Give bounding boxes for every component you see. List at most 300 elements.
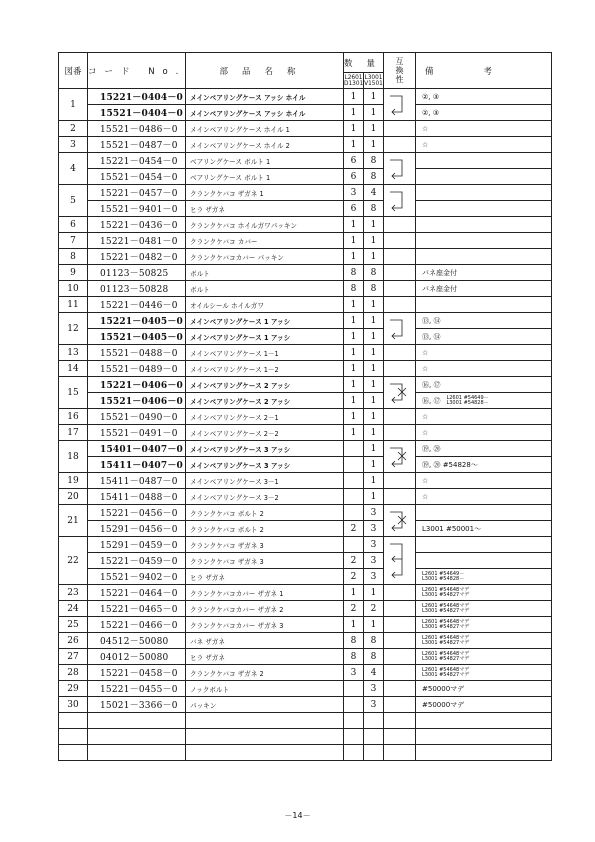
code-cell: 15221－0458－0 bbox=[88, 665, 186, 681]
part-name-cell: メインベアリングケース 3－1 bbox=[186, 473, 344, 489]
empty-row bbox=[59, 745, 552, 761]
remarks-cell bbox=[416, 201, 552, 217]
empty-cell bbox=[344, 745, 364, 761]
table-row bbox=[59, 153, 552, 169]
table-row bbox=[59, 217, 552, 233]
qty-cell bbox=[344, 681, 364, 697]
header-code: コード No. bbox=[88, 53, 186, 89]
qty-cell: 2 bbox=[344, 569, 364, 585]
code-cell: 15521－9402－0 bbox=[88, 569, 186, 585]
table-row bbox=[59, 585, 552, 601]
empty-cell bbox=[416, 713, 552, 729]
code-cell: 15401－0407－0 bbox=[88, 441, 186, 457]
remarks-text: ☆ bbox=[422, 140, 429, 149]
part-name-cell: クランクケバコ カバー bbox=[186, 233, 344, 249]
interchange-cross-arrow-icon bbox=[384, 377, 414, 407]
serial-note: L2601 #54649－ bbox=[446, 394, 489, 401]
fig-no-cell: 28 bbox=[59, 665, 88, 681]
header-part-name: 部品名称 bbox=[186, 53, 344, 89]
table-row bbox=[59, 361, 552, 377]
qty-cell: 8 bbox=[344, 633, 364, 649]
remarks-cell bbox=[416, 345, 552, 361]
qty-cell: 3 bbox=[364, 697, 384, 713]
fig-no-cell: 5 bbox=[59, 185, 88, 217]
qty-cell: 3 bbox=[344, 665, 364, 681]
qty-cell bbox=[344, 473, 364, 489]
table-row bbox=[59, 233, 552, 249]
qty-cell bbox=[344, 697, 364, 713]
qty-cell: 4 bbox=[364, 665, 384, 681]
table-row bbox=[59, 537, 552, 553]
empty-cell bbox=[416, 745, 552, 761]
interchange-cell bbox=[384, 153, 416, 185]
qty-col-d1301: D1301 bbox=[344, 80, 364, 87]
qty-cell: 1 bbox=[364, 441, 384, 457]
interchange-cell bbox=[384, 249, 416, 265]
fig-no-cell: 1 bbox=[59, 89, 88, 121]
empty-cell bbox=[186, 745, 344, 761]
code-cell: 15221－0465－0 bbox=[88, 601, 186, 617]
interchange-cell bbox=[384, 345, 416, 361]
code-cell: 15221－0446－0 bbox=[88, 297, 186, 313]
qty-col-l3001: L3001 bbox=[364, 74, 383, 81]
code-cell: 15021－3366－0 bbox=[88, 697, 186, 713]
interchange-cell bbox=[384, 681, 416, 697]
fig-no-cell: 30 bbox=[59, 697, 88, 713]
code-cell: 15521－0486－0 bbox=[88, 121, 186, 137]
code-cell: 15521－0404－0 bbox=[88, 105, 186, 121]
serial-note: L2601 #54648マデ bbox=[422, 602, 470, 609]
qty-cell: 1 bbox=[364, 313, 384, 329]
header-fig-no: 図番 bbox=[59, 53, 88, 89]
fig-no-cell: 15 bbox=[59, 377, 88, 409]
interchange-cell bbox=[384, 361, 416, 377]
fig-no-cell: 7 bbox=[59, 233, 88, 249]
fig-no-cell: 20 bbox=[59, 489, 88, 505]
interchange-cross-arrow-icon bbox=[384, 441, 414, 471]
table-row bbox=[59, 201, 552, 217]
remarks-cell bbox=[416, 697, 552, 713]
empty-cell bbox=[364, 745, 384, 761]
table-row bbox=[59, 473, 552, 489]
qty-cell: 1 bbox=[364, 329, 384, 345]
header-qty-col-1 bbox=[344, 73, 364, 89]
qty-cell: 1 bbox=[344, 89, 364, 105]
qty-cell: 1 bbox=[364, 377, 384, 393]
fig-no-cell: 2 bbox=[59, 121, 88, 137]
qty-cell: 2 bbox=[344, 601, 364, 617]
code-cell: 15221－0404－0 bbox=[88, 89, 186, 105]
remarks-cell bbox=[416, 377, 552, 393]
table-row bbox=[59, 649, 552, 665]
serial-note: L3001 #54827マデ bbox=[422, 671, 470, 678]
remarks-cell bbox=[416, 137, 552, 153]
remarks-cell bbox=[416, 601, 552, 617]
parts-list-sheet bbox=[58, 52, 551, 761]
table-row bbox=[59, 345, 552, 361]
qty-cell: 1 bbox=[364, 457, 384, 473]
empty-cell bbox=[59, 729, 88, 745]
serial-note: L2601 #54648マデ bbox=[422, 666, 470, 673]
interchange-cell bbox=[384, 425, 416, 441]
fig-no-cell: 11 bbox=[59, 297, 88, 313]
code-cell: 15521－0491－0 bbox=[88, 425, 186, 441]
part-name-cell: クランクケバコ ザガネ 2 bbox=[186, 665, 344, 681]
empty-cell bbox=[384, 713, 416, 729]
qty-cell bbox=[344, 457, 364, 473]
interchange-cell bbox=[384, 281, 416, 297]
qty-cell: 8 bbox=[364, 153, 384, 169]
fig-no-cell: 9 bbox=[59, 265, 88, 281]
table-row bbox=[59, 697, 552, 713]
interchange-cell bbox=[384, 137, 416, 153]
interchange-arrow-icon bbox=[384, 313, 414, 343]
fig-no-cell: 12 bbox=[59, 313, 88, 345]
remarks-text: ⑲, ⑳ #54828～ bbox=[422, 460, 478, 469]
code-cell: 15411－0488－0 bbox=[88, 489, 186, 505]
code-cell: 15221－0405－0 bbox=[88, 313, 186, 329]
code-cell: 15221－0456－0 bbox=[88, 505, 186, 521]
serial-note: L2601 #54648マデ bbox=[422, 634, 470, 641]
interchange-cell bbox=[384, 537, 416, 585]
remarks-cell bbox=[416, 649, 552, 665]
table-row bbox=[59, 617, 552, 633]
interchange-arrow-icon bbox=[384, 537, 414, 582]
remarks-cell bbox=[416, 681, 552, 697]
qty-cell: 1 bbox=[364, 585, 384, 601]
qty-cell: 3 bbox=[364, 505, 384, 521]
part-name-cell: メインベアリングケース ホイル 1 bbox=[186, 121, 344, 137]
serial-note: L3001 #54827マデ bbox=[422, 607, 470, 614]
empty-cell bbox=[59, 745, 88, 761]
empty-row bbox=[59, 713, 552, 729]
interchange-cell bbox=[384, 217, 416, 233]
interchange-cell bbox=[384, 601, 416, 617]
part-name-cell: メインベアリングケース 1－2 bbox=[186, 361, 344, 377]
qty-cell: 1 bbox=[344, 313, 364, 329]
part-name-cell: クランクケバコカバー ザガネ 1 bbox=[186, 585, 344, 601]
remarks-cell bbox=[416, 121, 552, 137]
interchange-cell bbox=[384, 121, 416, 137]
remarks-cell bbox=[416, 585, 552, 601]
qty-cell: 1 bbox=[344, 233, 364, 249]
fig-no-cell: 29 bbox=[59, 681, 88, 697]
remarks-cell bbox=[416, 297, 552, 313]
remarks-cell bbox=[416, 617, 552, 633]
empty-cell bbox=[384, 745, 416, 761]
code-cell: 15521－0406－0 bbox=[88, 393, 186, 409]
interchange-cell bbox=[384, 697, 416, 713]
serial-note: L2601 #54648マデ bbox=[422, 650, 470, 657]
remarks-cell bbox=[416, 393, 552, 409]
code-cell: 15521－0454－0 bbox=[88, 169, 186, 185]
interchange-arrow-icon bbox=[384, 185, 414, 215]
remarks-text: #50000マデ bbox=[422, 700, 465, 709]
remarks-text: ☆ bbox=[422, 364, 429, 373]
table-row bbox=[59, 249, 552, 265]
serial-note: L3001 #54827マデ bbox=[422, 591, 470, 598]
code-cell: 15521－0489－0 bbox=[88, 361, 186, 377]
empty-cell bbox=[88, 745, 186, 761]
part-name-cell: メインベアリングケース 2 アッシ bbox=[186, 393, 344, 409]
qty-cell: 1 bbox=[344, 137, 364, 153]
qty-cell: 1 bbox=[364, 249, 384, 265]
table-row bbox=[59, 441, 552, 457]
qty-cell: 8 bbox=[364, 265, 384, 281]
interchange-arrow-icon bbox=[384, 153, 414, 183]
part-name-cell: メインベアリングケース ホイル 2 bbox=[186, 137, 344, 153]
table-row bbox=[59, 601, 552, 617]
remarks-cell bbox=[416, 89, 552, 105]
interchange-arrow-icon bbox=[384, 89, 414, 119]
remarks-text: ☆ bbox=[422, 428, 429, 437]
qty-cell: 3 bbox=[364, 553, 384, 569]
part-name-cell: クランクケバコカバー パッキン bbox=[186, 249, 344, 265]
remarks-text: ②, ③ bbox=[422, 92, 440, 101]
interchange-cell bbox=[384, 489, 416, 505]
part-name-cell: ヒラ ザガネ bbox=[186, 201, 344, 217]
qty-cell: 1 bbox=[344, 361, 364, 377]
table-row bbox=[59, 553, 552, 569]
qty-cell bbox=[344, 441, 364, 457]
fig-no-cell: 25 bbox=[59, 617, 88, 633]
part-name-cell: メインベアリングケース 3 アッシ bbox=[186, 441, 344, 457]
table-row bbox=[59, 569, 552, 585]
code-cell: 15521－0487－0 bbox=[88, 137, 186, 153]
qty-cell: 1 bbox=[344, 585, 364, 601]
part-name-cell: メインベアリングケース 2－2 bbox=[186, 425, 344, 441]
code-cell: 15221－0406－0 bbox=[88, 377, 186, 393]
qty-cell: 8 bbox=[364, 633, 384, 649]
remarks-cell bbox=[416, 153, 552, 169]
interchange-cell bbox=[384, 617, 416, 633]
serial-note: L2601 #54648マデ bbox=[422, 618, 470, 625]
fig-no-cell: 6 bbox=[59, 217, 88, 233]
table-row bbox=[59, 281, 552, 297]
serial-note: L3001 #54827マデ bbox=[422, 655, 470, 662]
remarks-text: ⑬, ⑭ bbox=[422, 316, 441, 325]
qty-cell: 8 bbox=[344, 265, 364, 281]
interchange-cell bbox=[384, 505, 416, 537]
remarks-cell bbox=[416, 281, 552, 297]
qty-cell: 2 bbox=[344, 553, 364, 569]
code-cell: 15221－0482－0 bbox=[88, 249, 186, 265]
remarks-text: ⑲, ⑳ bbox=[422, 444, 441, 453]
qty-cell: 3 bbox=[364, 521, 384, 537]
remarks-cell bbox=[416, 521, 552, 537]
table-row bbox=[59, 633, 552, 649]
code-cell: 01123－50825 bbox=[88, 265, 186, 281]
qty-cell: 1 bbox=[344, 121, 364, 137]
remarks-text: ☆ bbox=[422, 412, 429, 421]
qty-cell: 1 bbox=[344, 409, 364, 425]
interchange-cross-arrow-icon bbox=[384, 505, 414, 535]
parts-table bbox=[58, 52, 552, 761]
interchange-cell bbox=[384, 89, 416, 121]
part-name-cell: クランクケバコ ザガネ 1 bbox=[186, 185, 344, 201]
remarks-cell bbox=[416, 489, 552, 505]
interchange-cell bbox=[384, 633, 416, 649]
qty-cell: 1 bbox=[344, 249, 364, 265]
remarks-text: ⑯, ⑰ bbox=[422, 380, 441, 389]
part-name-cell: メインベアリングケース 3－2 bbox=[186, 489, 344, 505]
code-cell: 01123－50828 bbox=[88, 281, 186, 297]
code-cell: 15521－0490－0 bbox=[88, 409, 186, 425]
qty-cell: 1 bbox=[344, 393, 364, 409]
qty-cell: 1 bbox=[364, 217, 384, 233]
remarks-text: ⑬, ⑭ bbox=[422, 332, 441, 341]
code-cell: 15221－0455－0 bbox=[88, 681, 186, 697]
remarks-cell bbox=[416, 361, 552, 377]
qty-cell: 1 bbox=[344, 345, 364, 361]
part-name-cell: クランクケバコ ザガネ 3 bbox=[186, 553, 344, 569]
remarks-cell bbox=[416, 265, 552, 281]
remarks-cell bbox=[416, 537, 552, 553]
qty-cell: 2 bbox=[344, 521, 364, 537]
remarks-cell bbox=[416, 633, 552, 649]
fig-no-cell: 8 bbox=[59, 249, 88, 265]
qty-cell: 1 bbox=[364, 425, 384, 441]
remarks-cell bbox=[416, 249, 552, 265]
qty-cell: 2 bbox=[364, 601, 384, 617]
empty-row bbox=[59, 729, 552, 745]
part-name-cell: メインベアリングケース アッシ ホイル bbox=[186, 89, 344, 105]
table-row bbox=[59, 185, 552, 201]
remarks-cell bbox=[416, 313, 552, 329]
serial-note: L2601 #54648マデ bbox=[422, 586, 470, 593]
remarks-text: L3001 #50001～ bbox=[422, 524, 482, 533]
remarks-text: ☆ bbox=[422, 124, 429, 133]
qty-cell: 1 bbox=[364, 137, 384, 153]
remarks-cell bbox=[416, 473, 552, 489]
serial-note: L3001 #54827マデ bbox=[422, 623, 470, 630]
part-name-cell: クランクケバコ ボルト 2 bbox=[186, 505, 344, 521]
qty-cell: 6 bbox=[344, 153, 364, 169]
remarks-cell bbox=[416, 569, 552, 585]
part-name-cell: ノックボルト bbox=[186, 681, 344, 697]
page-number: －14－ bbox=[284, 811, 311, 820]
serial-note: L3001 #54828－ bbox=[446, 399, 489, 406]
empty-cell bbox=[416, 729, 552, 745]
part-name-cell: クランクケバコカバー ザガネ 3 bbox=[186, 617, 344, 633]
code-cell: 15411－0487－0 bbox=[88, 473, 186, 489]
interchange-cell bbox=[384, 665, 416, 681]
code-cell: 15521－9401－0 bbox=[88, 201, 186, 217]
fig-no-cell: 13 bbox=[59, 345, 88, 361]
header-interchange: 互換性 bbox=[384, 53, 416, 89]
fig-no-cell: 19 bbox=[59, 473, 88, 489]
table-row bbox=[59, 489, 552, 505]
qty-cell: 3 bbox=[364, 537, 384, 553]
fig-no-cell: 23 bbox=[59, 585, 88, 601]
qty-cell bbox=[344, 537, 364, 553]
table-row bbox=[59, 505, 552, 521]
part-name-cell: ベアリングケース ボルト 1 bbox=[186, 153, 344, 169]
table-row bbox=[59, 329, 552, 345]
part-name-cell: ボルト bbox=[186, 281, 344, 297]
interchange-cell bbox=[384, 265, 416, 281]
serial-note: L3001 #54827マデ bbox=[422, 639, 470, 646]
code-cell: 15221－0466－0 bbox=[88, 617, 186, 633]
part-name-cell: オイルシール ホイルガワ bbox=[186, 297, 344, 313]
table-row bbox=[59, 409, 552, 425]
qty-cell: 8 bbox=[364, 169, 384, 185]
fig-no-cell: 26 bbox=[59, 633, 88, 649]
part-name-cell: ボルト bbox=[186, 265, 344, 281]
empty-cell bbox=[364, 729, 384, 745]
fig-no-cell: 27 bbox=[59, 649, 88, 665]
part-name-cell: メインベアリングケース 1－1 bbox=[186, 345, 344, 361]
part-name-cell: メインベアリングケース 2－1 bbox=[186, 409, 344, 425]
part-name-cell: クランクケバコ ホイルガワパッキン bbox=[186, 217, 344, 233]
qty-cell: 1 bbox=[364, 105, 384, 121]
qty-cell: 6 bbox=[344, 201, 364, 217]
interchange-cell bbox=[384, 409, 416, 425]
remarks-text: ⑯, ⑰ bbox=[422, 396, 441, 405]
remarks-cell bbox=[416, 553, 552, 569]
part-name-cell: メインベアリングケース 2 アッシ bbox=[186, 377, 344, 393]
empty-cell bbox=[384, 729, 416, 745]
code-cell: 15221－0454－0 bbox=[88, 153, 186, 169]
table-row bbox=[59, 265, 552, 281]
qty-cell: 1 bbox=[344, 217, 364, 233]
empty-cell bbox=[186, 713, 344, 729]
table-row bbox=[59, 297, 552, 313]
interchange-cell bbox=[384, 377, 416, 409]
interchange-cell bbox=[384, 233, 416, 249]
qty-cell: 8 bbox=[364, 201, 384, 217]
remarks-cell bbox=[416, 329, 552, 345]
part-name-cell: ヒラ ザガネ bbox=[186, 569, 344, 585]
remarks-text: バネ座金付 bbox=[422, 284, 458, 293]
qty-cell: 1 bbox=[344, 425, 364, 441]
empty-cell bbox=[186, 729, 344, 745]
remarks-cell bbox=[416, 185, 552, 201]
header-qty: 数量 bbox=[344, 53, 384, 73]
remarks-text: ②, ③ bbox=[422, 108, 440, 117]
qty-cell: 3 bbox=[364, 569, 384, 585]
code-cell: 15221－0464－0 bbox=[88, 585, 186, 601]
qty-cell: 1 bbox=[364, 297, 384, 313]
code-cell: 04512－50080 bbox=[88, 633, 186, 649]
table-row bbox=[59, 665, 552, 681]
remarks-cell bbox=[416, 409, 552, 425]
table-row bbox=[59, 425, 552, 441]
interchange-cell bbox=[384, 185, 416, 217]
fig-no-cell: 10 bbox=[59, 281, 88, 297]
remarks-cell bbox=[416, 505, 552, 521]
fig-no-cell: 14 bbox=[59, 361, 88, 377]
qty-cell: 1 bbox=[364, 233, 384, 249]
code-cell: 15411－0407－0 bbox=[88, 457, 186, 473]
empty-cell bbox=[344, 729, 364, 745]
table-row bbox=[59, 121, 552, 137]
qty-cell: 3 bbox=[344, 185, 364, 201]
header-remarks: 備考 bbox=[416, 53, 552, 89]
part-name-cell: パッキン bbox=[186, 697, 344, 713]
qty-cell: 1 bbox=[364, 393, 384, 409]
remarks-text: バネ座金付 bbox=[422, 268, 458, 277]
qty-cell: 1 bbox=[344, 297, 364, 313]
qty-cell: 1 bbox=[344, 377, 364, 393]
part-name-cell: メインベアリングケース 1 アッシ bbox=[186, 329, 344, 345]
qty-cell: 1 bbox=[344, 617, 364, 633]
fig-no-cell: 24 bbox=[59, 601, 88, 617]
fig-no-cell: 22 bbox=[59, 537, 88, 585]
table-row bbox=[59, 105, 552, 121]
table-row bbox=[59, 137, 552, 153]
table-row bbox=[59, 521, 552, 537]
